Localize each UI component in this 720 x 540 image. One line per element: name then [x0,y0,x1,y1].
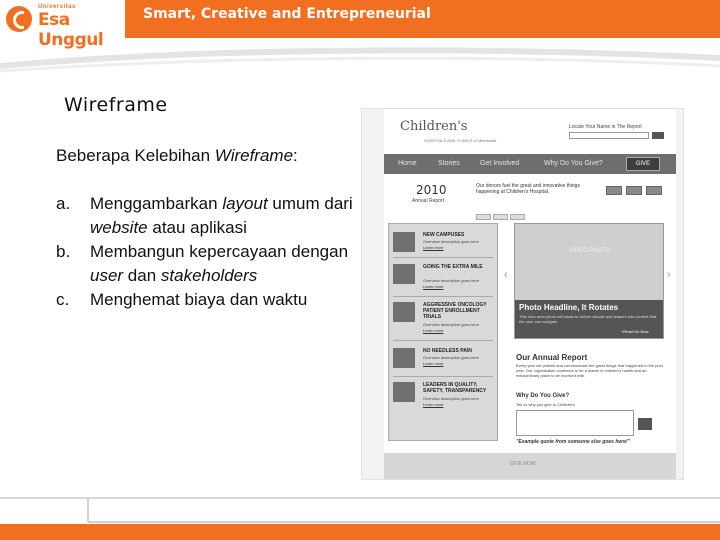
wireframe-annual-report: Annual Report [412,198,444,204]
wireframe-report-title: Our Annual Report [516,353,588,362]
list-item: b. Membangun kepercayaan dengan user dan stakeholders [56,242,349,285]
wireframe-hero-more: +Read On Now [621,329,649,334]
wireframe-hero-label: VIDEO PHOTO [569,248,611,254]
divider [393,257,493,258]
decorative-swoosh [0,44,720,74]
logo-small-text: Universitas [38,4,76,10]
wireframe-share-buttons [476,207,544,214]
wireframe-story-title: LEADERS IN QUALITY, SAFETY, TRANSPARENCY [423,382,487,394]
advantages-list [56,192,356,312]
divider [393,296,493,297]
wireframe-icon [646,186,662,195]
list-marker: b. [56,242,71,261]
wireframe-nav-item: Get Involved [480,160,520,167]
wireframe-icon [606,186,622,195]
wireframe-story-link: Learn more [423,361,444,366]
wireframe-nav-item: Home [398,160,417,167]
wireframe-search-button [652,132,664,139]
wireframe-hero [514,223,664,339]
divider [393,376,493,377]
wireframe-thumb [393,232,415,252]
wireframe-thumb [393,348,415,368]
wireframe-page [384,109,676,479]
wireframe-thumb [393,382,415,402]
slide-title: Wireframe [64,94,168,116]
footer-band [0,524,720,540]
wireframe-why-title: Why Do You Give? [516,393,570,399]
wireframe-thumb [393,264,415,284]
wireframe-why-input [516,410,634,436]
wireframe-story-list [388,223,498,441]
wireframe-next-arrow-icon: › [667,269,671,281]
wireframe-story-title: AGGRESSIVE ONCOLOGY PATIENT ENROLLMENT TRIALS [423,302,487,320]
wireframe-story-link: Learn more [423,328,444,333]
list-marker: c. [56,290,70,309]
wireframe-give-button: GIVE [626,157,660,171]
list-item: c. Menghemat biaya dan waktu [56,288,356,312]
wireframe-story-desc: Overview description goes here [423,396,480,401]
wireframe-story-link: Learn more [423,402,444,407]
wireframe-icon [626,186,642,195]
wireframe-donors-text: Our donors fuel the great and innovative things happening at Children's Hospital. [476,183,580,195]
university-logo[interactable] [0,0,128,50]
wireframe-thumb [393,302,415,322]
wireframe-report-text: Every year we publish and communicate the great things that happened in the prior year. Our organization continues to be a leader in children's health and an extraordinary place to be involved with. [516,363,664,378]
wireframe-nav [384,154,676,174]
header-bar [0,0,720,50]
wireframe-year: 2010 [416,183,447,197]
wireframe-hero-text: This hero area photo will rotate to deliver visuals and teasers into content that the user can navigate. [519,314,657,324]
wireframe-story-link: Learn more [423,245,444,250]
wireframe-story-desc: Overview description goes here [423,355,480,360]
header-tagline: Smart, Creative and Entrepreneurial [143,6,431,22]
list-marker: a. [56,194,71,213]
wireframe-story-desc: Overview description goes here [423,278,480,283]
wireframe-footer [384,453,676,479]
wireframe-story-desc: Overview description goes here [423,239,480,244]
wireframe-logo: Children's [400,119,468,134]
wireframe-footer-text: GIVE NOW [510,461,536,467]
wireframe-logo-sub: HOSPITALS AND CLINICS of Minnesota [424,138,497,143]
wireframe-story-desc: Overview description goes here [423,322,480,327]
wireframe-nav-item: Why Do You Give? [544,160,603,167]
divider [393,340,493,341]
wireframe-locate-label: Locate Your Name in The Report [569,124,642,130]
wireframe-story-title: NO NEEDLESS PAIN [423,348,472,354]
wireframe-story-title: GOING THE EXTRA MILE [423,264,483,270]
wireframe-why-button [638,418,652,430]
wireframe-nav-item: Stories [438,160,460,167]
wireframe-story-link: Learn more [423,284,444,289]
wireframe-hero-title: Photo Headline, It Rotates [519,303,619,312]
wireframe-search-input [569,132,649,139]
wireframe-quote: "Example quote from someone else goes here!" [516,439,630,445]
list-item: a. Menggambarkan layout umum dari website atau aplikasi [56,194,353,237]
wireframe-why-text: Tell us why you give to Children's [516,402,575,407]
logo-emblem-icon [6,6,32,32]
wireframe-example-image [361,108,684,480]
wireframe-prev-arrow-icon: ‹ [504,269,508,281]
wireframe-hero-caption [515,300,663,338]
intro-text: Beberapa Kelebihan Wireframe: [56,146,298,165]
wireframe-story-title: NEW CAMPUSES [423,232,465,238]
logo-name: Esa Unggul [38,10,104,50]
